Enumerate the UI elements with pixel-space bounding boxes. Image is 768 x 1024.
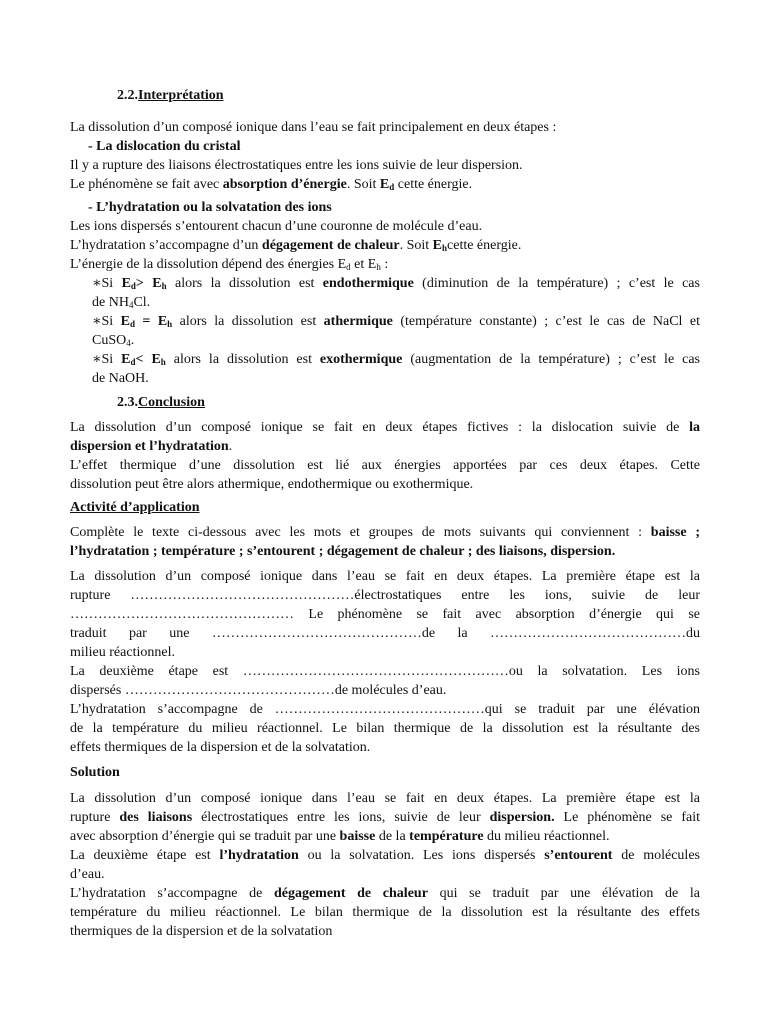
paragraph-line: dispersion et l’hydratation.	[70, 439, 233, 454]
hydration-block	[70, 198, 700, 274]
interpretation-intro	[70, 118, 700, 194]
case-exothermique: ∗Si $E_d< E_h$ alors la dissolution est exothermique (augmentation de la température) ; c’est le cas	[92, 352, 700, 367]
section-title: Solution	[70, 765, 120, 780]
paragraph-line: La dissolution d’un composé ionique dans l’eau se fait principalement en deux étapes :	[70, 120, 557, 135]
solution-text	[70, 789, 700, 941]
conclusion-text	[70, 418, 700, 494]
paragraph-line: L’hydratation s’accompagne d’un dégagement de chaleur. Soit $E_hcette$ énergie.	[70, 238, 522, 253]
section-title: Activité d’application	[70, 500, 200, 515]
heading-conclusion	[117, 393, 417, 412]
exercise-line: traduit par une ………………………………………de la ……………………………………du	[70, 626, 700, 641]
subheading-dislocation: - La dislocation du cristal	[88, 139, 241, 154]
paragraph-line: L’effet thermique d’une dissolution est lié aux énergies apportées par ces deux étapes. Cette	[70, 458, 700, 473]
section-number: 2.2.	[117, 88, 138, 103]
solution-line: avec absorption d’énergie qui se traduit par une baisse de la température du milieu réactionnel.	[70, 829, 610, 844]
solution-line: La deuxième étape est l’hydratation ou la solvatation. Les ions dispersés s’entourent de molécules	[70, 848, 700, 863]
solution-line: rupture des liaisons électrostatiques entre les ions, suivie de leur dispersion. Le phénomène se fait	[70, 810, 700, 825]
exercise-line: milieu réactionnel.	[70, 645, 175, 660]
heading-solution	[70, 763, 700, 782]
solution-line: La dissolution d’un composé ionique dans l’eau se fait en deux étapes. La première étape est la	[70, 791, 700, 806]
case-athermique: ∗Si $E_d = E_h$ alors la dissolution est athermique (température constante) ; c’est le cas de NaCl et	[92, 314, 700, 329]
case-athermique-cont: CuSO$_4$.	[92, 333, 135, 348]
exercise-line: de la température du milieu réactionnel. Le bilan thermique de la dissolution est la résultante des	[70, 721, 700, 736]
section-number: 2.3.	[117, 395, 138, 410]
exercise-line: ………………………………………… Le phénomène se fait avec absorption d’énergie qui se	[70, 607, 700, 622]
heading-activite	[70, 498, 700, 517]
cases-list	[70, 274, 700, 388]
section-title: Interprétation	[138, 88, 224, 103]
paragraph-line: Le phénomène se fait avec absorption d’énergie. Soit $E_d$ cette énergie.	[70, 177, 473, 192]
paragraph-line: La dissolution d’un composé ionique se fait en deux étapes fictives : la dislocation suivie de la	[70, 420, 700, 435]
activite-exercise-text	[70, 567, 700, 757]
section-title: Conclusion	[138, 395, 205, 410]
paragraph-line: Complète le texte ci-dessous avec les mots et groupes de mots suivants qui conviennent : baisse ;	[70, 525, 701, 540]
exercise-line: La deuxième étape est …………………………………………………ou la solvatation. Les ions	[70, 664, 700, 679]
solution-line: L’hydratation s’accompagne de dégagement de chaleur qui se traduit par une élévation de la	[70, 886, 700, 901]
solution-line: thermiques de la dispersion et de la solvatation	[70, 924, 333, 939]
exercise-line: dispersés ………………………………………de molécules d’eau.	[70, 683, 447, 698]
exercise-line: La dissolution d’un composé ionique dans l’eau se fait en deux étapes. La première étape est la	[70, 569, 700, 584]
paragraph-line: Les ions dispersés s’entourent chacun d’une couronne de molécule d’eau.	[70, 219, 483, 234]
word-list: l’hydratation ; température ; s’entourent ; dégagement de chaleur ; des liaisons, dispersion.	[70, 544, 616, 559]
exercise-line: rupture …………………………………………électrostatiques entre les ions, suivie de leur	[70, 588, 700, 603]
case-endothermique-cont: de $NH_4Cl$.	[92, 295, 151, 310]
exercise-line: L’hydratation s’accompagne de ………………………………………qui se traduit par une élévation	[70, 702, 700, 717]
exercise-line: effets thermiques de la dispersion et de la solvatation.	[70, 740, 371, 755]
activite-instructions	[70, 523, 700, 561]
subheading-hydratation: - L’hydratation ou la solvatation des ions	[88, 200, 332, 215]
paragraph-line: dissolution peut être alors athermique, endothermique ou exothermique.	[70, 477, 474, 492]
solution-line: d’eau.	[70, 867, 105, 882]
case-exothermique-cont: de NaOH.	[92, 371, 149, 386]
heading-interpretation	[117, 86, 417, 105]
solution-line: température du milieu réactionnel. Le bilan thermique de la dissolution est la résultante des effets	[70, 905, 700, 920]
case-endothermique: ∗Si $E_d> E_h$ alors la dissolution est endothermique (diminution de la température) ; c’est le cas	[92, 276, 700, 291]
paragraph-line: L’énergie de la dissolution dépend des énergies $E_d$ et $E_h$ :	[70, 257, 389, 272]
paragraph-line: Il y a rupture des liaisons électrostatiques entre les ions suivie de leur dispersion.	[70, 158, 523, 173]
